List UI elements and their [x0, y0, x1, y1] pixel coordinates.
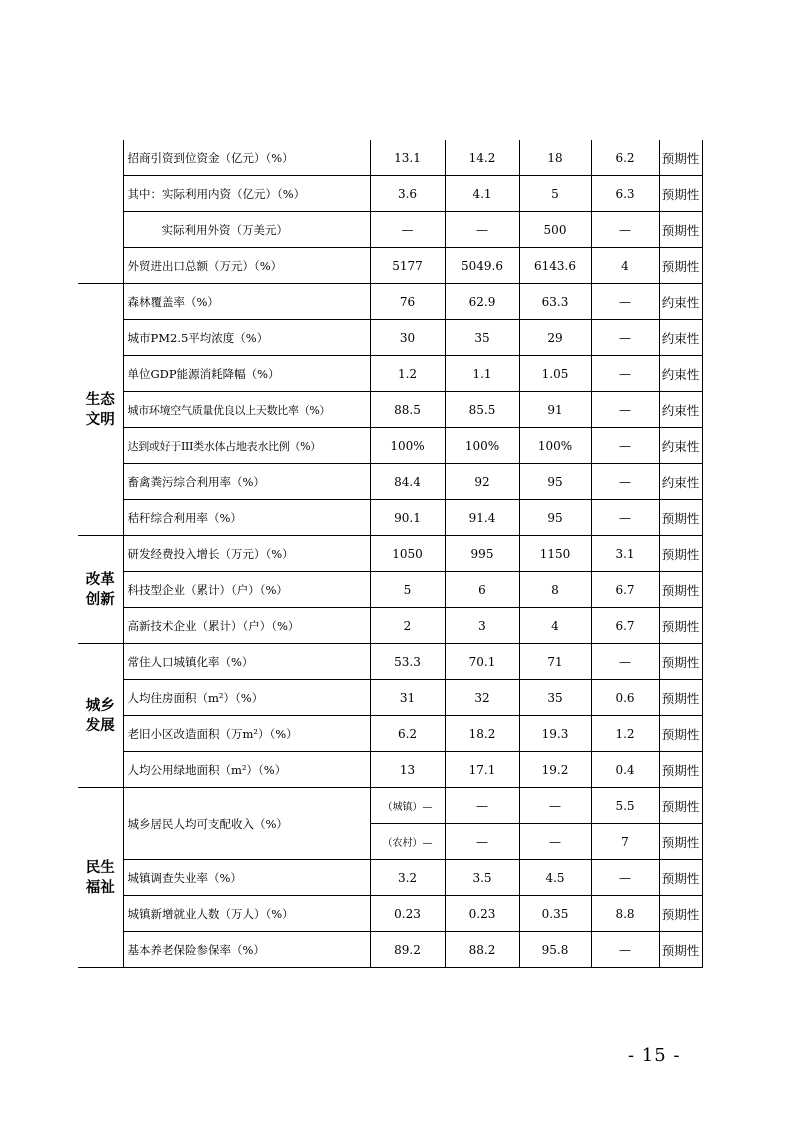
- value-cell: 17.1: [445, 752, 519, 788]
- indicator-name: 城镇新增就业人数（万人）（%）: [123, 896, 370, 932]
- value-cell: 0.4: [591, 752, 659, 788]
- value-cell: 84.4: [370, 464, 445, 500]
- property-cell: 预期性: [659, 752, 702, 788]
- table-row: [78, 392, 702, 428]
- value-cell: 32: [445, 680, 519, 716]
- value-cell: 500: [519, 212, 591, 248]
- property-cell: 约束性: [659, 392, 702, 428]
- value-cell: 4: [519, 608, 591, 644]
- property-cell: 约束性: [659, 320, 702, 356]
- category-ecology: [78, 284, 123, 536]
- table-row: [78, 536, 702, 572]
- indicators-table: [78, 140, 703, 968]
- table-row: [78, 860, 702, 896]
- value-cell: 4.5: [519, 860, 591, 896]
- table-row: [78, 464, 702, 500]
- value-cell: —: [591, 392, 659, 428]
- value-cell: 92: [445, 464, 519, 500]
- indicator-name: 老旧小区改造面积（万m²）（%）: [123, 716, 370, 752]
- table-row: [78, 212, 702, 248]
- value-cell: 14.2: [445, 140, 519, 176]
- value-cell: —: [445, 212, 519, 248]
- value-cell: 5: [370, 572, 445, 608]
- value-cell: —: [591, 464, 659, 500]
- table-row: [78, 788, 702, 824]
- value-cell: 1150: [519, 536, 591, 572]
- indicator-name: 外贸进出口总额（万元）（%）: [123, 248, 370, 284]
- indicator-name: 单位GDP能源消耗降幅（%）: [123, 356, 370, 392]
- property-cell: 预期性: [659, 644, 702, 680]
- value-cell: 70.1: [445, 644, 519, 680]
- indicator-name: 招商引资到位资金（亿元）（%）: [123, 140, 370, 176]
- category-cell-empty: [78, 140, 123, 284]
- indicator-name: 研发经费投入增长（万元）（%）: [123, 536, 370, 572]
- value-cell: 71: [519, 644, 591, 680]
- value-cell: 62.9: [445, 284, 519, 320]
- value-cell: —: [591, 284, 659, 320]
- property-cell: 预期性: [659, 212, 702, 248]
- indicator-name: 城乡居民人均可支配收入（%）: [123, 788, 370, 860]
- property-cell: 预期性: [659, 932, 702, 968]
- value-cell: 6.3: [591, 176, 659, 212]
- property-cell: 预期性: [659, 716, 702, 752]
- table-row: [78, 356, 702, 392]
- property-cell: 约束性: [659, 284, 702, 320]
- value-cell: —: [370, 212, 445, 248]
- value-cell: 8.8: [591, 896, 659, 932]
- value-cell: 1.2: [591, 716, 659, 752]
- value-cell: —: [445, 824, 519, 860]
- table-row: [78, 716, 702, 752]
- value-cell: 100%: [370, 428, 445, 464]
- value-cell: 3.5: [445, 860, 519, 896]
- value-cell: 13.1: [370, 140, 445, 176]
- property-cell: 预期性: [659, 572, 702, 608]
- value-cell: 63.3: [519, 284, 591, 320]
- table-row: [78, 608, 702, 644]
- property-cell: 预期性: [659, 140, 702, 176]
- value-cell: 95: [519, 500, 591, 536]
- indicator-name: 畜禽粪污综合利用率（%）: [123, 464, 370, 500]
- value-cell: 3.6: [370, 176, 445, 212]
- value-cell: 1.2: [370, 356, 445, 392]
- property-cell: 预期性: [659, 824, 702, 860]
- value-cell: 6.7: [591, 608, 659, 644]
- property-cell: 预期性: [659, 896, 702, 932]
- value-cell: —: [591, 860, 659, 896]
- category-label: 发展: [85, 716, 115, 734]
- property-cell: 预期性: [659, 248, 702, 284]
- value-cell: 89.2: [370, 932, 445, 968]
- value-cell: （城镇）—: [370, 788, 445, 824]
- property-cell: 约束性: [659, 356, 702, 392]
- table-row: [78, 500, 702, 536]
- indicator-name: 其中：实际利用内资（亿元）（%）: [123, 176, 370, 212]
- table-row: [78, 320, 702, 356]
- indicator-name: 达到或好于III类水体占地表水比例（%）: [123, 428, 370, 464]
- indicator-name: 城市PM2.5平均浓度（%）: [123, 320, 370, 356]
- value-cell: 100%: [519, 428, 591, 464]
- table-row: [78, 248, 702, 284]
- property-cell: 预期性: [659, 176, 702, 212]
- table-row: [78, 752, 702, 788]
- category-label: 福祉: [85, 878, 115, 896]
- value-cell: 1.05: [519, 356, 591, 392]
- category-label: 城乡: [85, 696, 115, 714]
- value-cell: 31: [370, 680, 445, 716]
- indicator-name: 人均公用绿地面积（m²）（%）: [123, 752, 370, 788]
- table-row: [78, 644, 702, 680]
- value-cell: 1.1: [445, 356, 519, 392]
- indicator-name: 常住人口城镇化率（%）: [123, 644, 370, 680]
- value-cell: 91: [519, 392, 591, 428]
- category-urban: [78, 644, 123, 788]
- value-cell: —: [445, 788, 519, 824]
- value-cell: 0.35: [519, 896, 591, 932]
- page-number: - 15 -: [628, 1045, 681, 1066]
- value-cell: 19.3: [519, 716, 591, 752]
- value-cell: 5049.6: [445, 248, 519, 284]
- value-cell: 995: [445, 536, 519, 572]
- property-cell: 预期性: [659, 500, 702, 536]
- property-cell: 预期性: [659, 680, 702, 716]
- value-cell: 18: [519, 140, 591, 176]
- indicator-name: 森林覆盖率（%）: [123, 284, 370, 320]
- value-cell: 0.23: [445, 896, 519, 932]
- value-cell: 95: [519, 464, 591, 500]
- value-cell: 76: [370, 284, 445, 320]
- property-cell: 约束性: [659, 464, 702, 500]
- value-cell: 8: [519, 572, 591, 608]
- value-cell: 0.6: [591, 680, 659, 716]
- value-cell: —: [591, 428, 659, 464]
- value-cell: —: [519, 788, 591, 824]
- property-cell: 预期性: [659, 860, 702, 896]
- value-cell: 5: [519, 176, 591, 212]
- value-cell: （农村）—: [370, 824, 445, 860]
- value-cell: —: [519, 824, 591, 860]
- value-cell: 95.8: [519, 932, 591, 968]
- value-cell: —: [591, 356, 659, 392]
- value-cell: 5177: [370, 248, 445, 284]
- indicator-name: 科技型企业（累计）（户）（%）: [123, 572, 370, 608]
- table-row: [78, 932, 702, 968]
- table-row: [78, 680, 702, 716]
- indicator-name: 基本养老保险参保率（%）: [123, 932, 370, 968]
- value-cell: 6143.6: [519, 248, 591, 284]
- value-cell: 6.7: [591, 572, 659, 608]
- value-cell: 6.2: [591, 140, 659, 176]
- category-label: 民生: [85, 858, 115, 876]
- value-cell: 19.2: [519, 752, 591, 788]
- value-cell: 13: [370, 752, 445, 788]
- value-cell: 85.5: [445, 392, 519, 428]
- value-cell: 18.2: [445, 716, 519, 752]
- category-welfare: [78, 788, 123, 968]
- value-cell: 6: [445, 572, 519, 608]
- table-row: [78, 284, 702, 320]
- property-cell: 预期性: [659, 788, 702, 824]
- value-cell: 29: [519, 320, 591, 356]
- value-cell: 0.23: [370, 896, 445, 932]
- category-label: 生态: [85, 390, 115, 408]
- category-label: 文明: [85, 410, 115, 428]
- value-cell: —: [591, 932, 659, 968]
- table-row: [78, 140, 702, 176]
- value-cell: —: [591, 644, 659, 680]
- value-cell: 35: [519, 680, 591, 716]
- property-cell: 约束性: [659, 428, 702, 464]
- value-cell: 4: [591, 248, 659, 284]
- value-cell: 91.4: [445, 500, 519, 536]
- value-cell: 3.2: [370, 860, 445, 896]
- value-cell: 2: [370, 608, 445, 644]
- table-row: [78, 896, 702, 932]
- indicator-name: 人均住房面积（m²）（%）: [123, 680, 370, 716]
- value-cell: —: [591, 212, 659, 248]
- value-cell: —: [591, 500, 659, 536]
- value-cell: 35: [445, 320, 519, 356]
- value-cell: 3: [445, 608, 519, 644]
- value-cell: 1050: [370, 536, 445, 572]
- table-row: [78, 176, 702, 212]
- value-cell: 6.2: [370, 716, 445, 752]
- value-cell: 100%: [445, 428, 519, 464]
- category-label: 创新: [85, 590, 115, 608]
- property-cell: 预期性: [659, 536, 702, 572]
- value-cell: 88.2: [445, 932, 519, 968]
- indicator-name: 秸秆综合利用率（%）: [123, 500, 370, 536]
- indicator-name: 城市环境空气质量优良以上天数比率（%）: [123, 392, 370, 428]
- value-cell: —: [591, 320, 659, 356]
- property-cell: 预期性: [659, 608, 702, 644]
- value-cell: 90.1: [370, 500, 445, 536]
- value-cell: 53.3: [370, 644, 445, 680]
- indicator-name: 高新技术企业（累计）（户）（%）: [123, 608, 370, 644]
- value-cell: 7: [591, 824, 659, 860]
- value-cell: 4.1: [445, 176, 519, 212]
- table-row: [78, 428, 702, 464]
- value-cell: 3.1: [591, 536, 659, 572]
- value-cell: 30: [370, 320, 445, 356]
- table-row: [78, 572, 702, 608]
- category-label: 改革: [85, 570, 115, 588]
- indicator-name: 实际利用外资（万美元）: [123, 212, 370, 248]
- category-reform: [78, 536, 123, 644]
- indicator-name: 城镇调查失业率（%）: [123, 860, 370, 896]
- value-cell: 5.5: [591, 788, 659, 824]
- value-cell: 88.5: [370, 392, 445, 428]
